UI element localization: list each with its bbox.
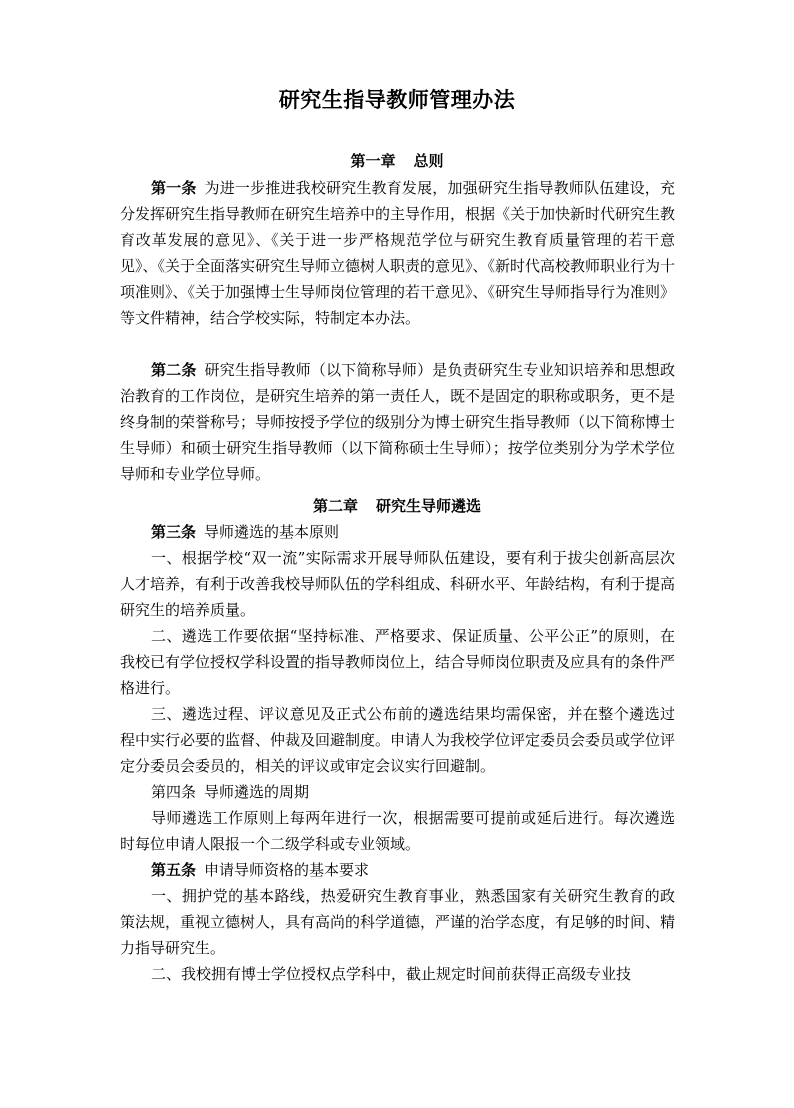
chapter-1-heading [0, 150, 794, 171]
article-5-item-2: 二、我校拥有博士学位授权点学科中，截止规定时间前获得正高级专业技 [151, 965, 632, 983]
article-3-item-2: 二、遴选工作要依据“坚持标准、严格要求、保证质量、公平公正”的原则，在我校已有学位授权学科设置的指导教师岗位上，结合导师岗位职责及应具有的条件严格进行。 [120, 627, 676, 697]
chapter-2-number: 第二章 [312, 497, 358, 515]
chapter-2-heading [0, 495, 794, 516]
article-4-body: 导师遴选工作原则上每两年进行一次，根据需要可提前或延后进行。每次遴选时每位申请人限报一个二级学科或专业领域。 [120, 809, 675, 853]
article-3-item-1: 一、根据学校“双一流”实际需求开展导师队伍建设，要有利于拔尖创新高层次人才培养，有利于改善我校导师队伍的学科组成、科研水平、年龄结构，有利于提高研究生的培养质量。 [120, 549, 676, 619]
chapter-2-name: 研究生导师遴选 [376, 497, 482, 515]
article-3-text: 导师遴选的基本原则 [204, 523, 340, 541]
article-4-label: 第四条 [151, 783, 197, 801]
article-1-label: 第一条 [151, 179, 197, 197]
chapter-1-number: 第一章 [350, 152, 396, 170]
article-1 [120, 175, 675, 331]
article-3-label: 第三条 [151, 523, 197, 541]
article-5-text: 申请导师资格的基本要求 [204, 861, 370, 879]
chapter-1-name: 总则 [413, 152, 444, 170]
article-5-heading [120, 857, 675, 883]
article-2-label: 第二条 [151, 361, 197, 379]
article-4-heading [120, 779, 675, 805]
article-3-heading [120, 519, 675, 545]
article-5-label: 第五条 [151, 861, 197, 879]
article-3-item-3: 三、遴选过程、评议意见及正式公布前的遴选结果均需保密，并在整个遴选过程中实行必要的监督、仲裁及回避制度。申请人为我校学位评定委员会委员或学位评定分委员会委员的，相关的评议或审定会议实行回避制。 [120, 705, 676, 775]
document-title: 研究生指导教师管理办法 [278, 87, 516, 112]
article-1-text: 为进一步推进我校研究生教育发展，加强研究生指导教师队伍建设，充分发挥研究生指导教师在研究生培养中的主导作用，根据《关于加快新时代研究生教育改革发展的意见》、《关于进一步严格规范学位与研究生教育质量管理的若干意见》、《关于全面落实研究生导师立德树人职责的意见》、《新时代高校教师职业行为十项准则》、《关于加强博士生导师岗位管理的若干意见》、《研究生导师指导行为准则》等文件精神，结合学校实际，特制定本办法。 [120, 179, 676, 327]
article-5-item-1: 一、拥护党的基本路线，热爱研究生教育事业，熟悉国家有关研究生教育的政策法规，重视立德树人，具有高尚的科学道德，严谨的治学态度，有足够的时间、精力指导研究生。 [120, 887, 676, 957]
article-2 [120, 357, 675, 487]
article-4-text: 导师遴选的周期 [204, 783, 310, 801]
article-2-text: 研究生指导教师（以下简称导师）是负责研究生专业知识培养和思想政治教育的工作岗位，是研究生培养的第一责任人，既不是固定的职称或职务，更不是终身制的荣誉称号；导师按授予学位的级别分为博士研究生指导教师（以下简称博士生导师）和硕士研究生指导教师（以下简称硕士生导师）；按学位类别分为学术学位导师和专业学位导师。 [120, 361, 676, 483]
